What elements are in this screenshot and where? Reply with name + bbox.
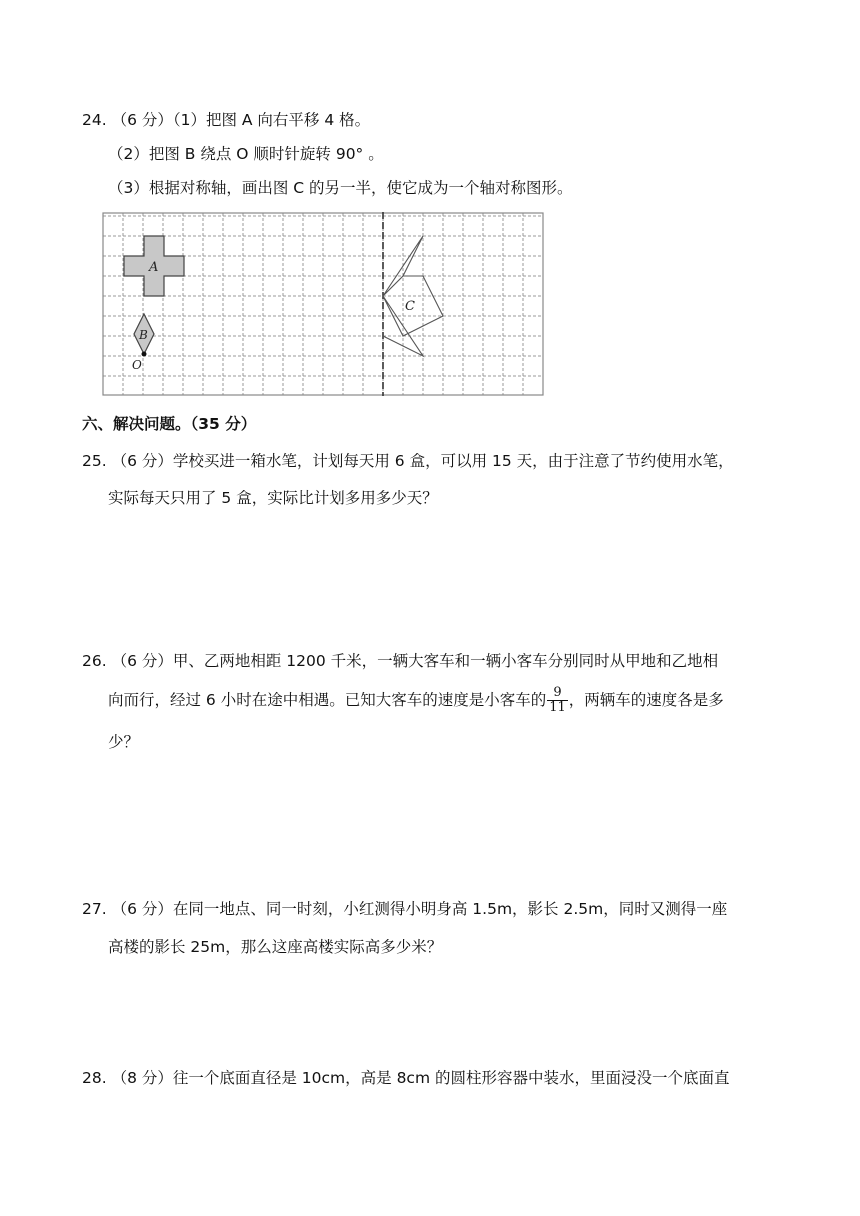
fraction-numerator: 9 xyxy=(547,686,568,701)
q25-line2: 实际每天只用了 5 盒，实际比计划多用多少天？ xyxy=(108,489,438,507)
q24-line3: （3）根据对称轴，画出图 C 的另一半，使它成为一个轴对称图形。 xyxy=(108,179,573,197)
q26-line2-text-before: 向而行，经过 6 小时在途中相遇。已知大客车的速度是小客车的 xyxy=(108,691,547,709)
q26-line1: 26. （6 分）甲、乙两地相距 1200 千米，一辆大客车和一辆小客车分别同时从甲地和乙地相 xyxy=(82,652,719,670)
q26-line2-text-after: ，两辆车的速度各是多 xyxy=(568,691,724,709)
fraction-denominator: 11 xyxy=(549,700,566,715)
q26-line3: 少？ xyxy=(108,733,140,751)
q24-line1: 24. （6 分）（1）把图 A 向右平移 4 格。 xyxy=(82,111,371,129)
section-heading: 六、解决问题。（35 分） xyxy=(82,415,257,433)
q25-line1: 25. （6 分）学校买进一箱水笔，计划每天用 6 盒，可以用 15 天，由于注意了节约使用水笔， xyxy=(82,452,734,470)
point-o-label: O xyxy=(132,358,142,372)
q28-line1: 28. （8 分）往一个底面直径是 10cm，高是 8cm 的圆柱形容器中装水，里面浸没一个底面直 xyxy=(82,1069,730,1087)
q24-line2: （2）把图 B 绕点 O 顺时针旋转 90° 。 xyxy=(108,145,384,163)
grid-figure xyxy=(102,212,544,396)
point-o xyxy=(142,352,147,357)
q26-line2 xyxy=(108,686,724,715)
shape-a-label: A xyxy=(149,260,159,275)
q27-line1: 27. （6 分）在同一地点、同一时刻，小红测得小明身高 1.5m，影长 2.5m，同时又测得一座 xyxy=(82,900,728,918)
fraction-9-11 xyxy=(547,686,568,715)
shape-b-label: B xyxy=(139,328,148,342)
q27-line2: 高楼的影长 25m，那么这座高楼实际高多少米？ xyxy=(108,938,443,956)
shape-c-label: C xyxy=(405,299,415,314)
grid-lines xyxy=(103,213,543,395)
